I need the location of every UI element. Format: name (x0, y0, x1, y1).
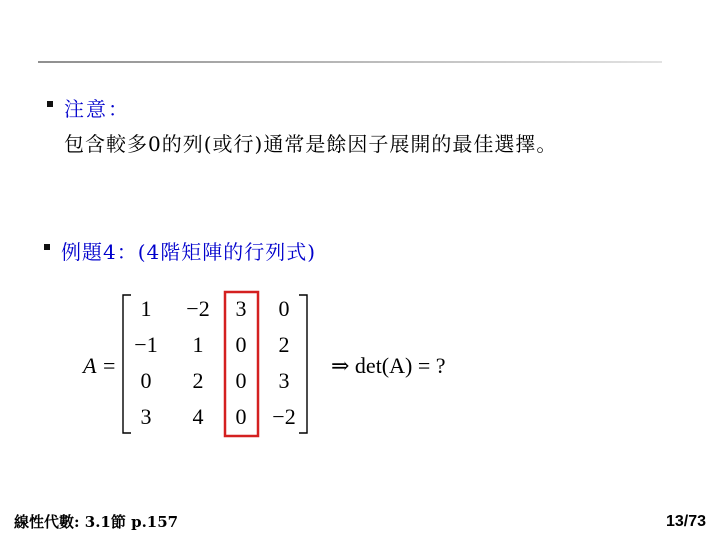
right-bracket (299, 295, 307, 433)
matrix-cell-r2-c4: 2 (278, 332, 290, 357)
matrix-cell-r3-c2: 2 (192, 368, 204, 393)
matrix-cell-r3-c3: 0 (235, 368, 247, 393)
footer-source: 線性代數: 3.1節 p.157 (14, 513, 179, 531)
matrix-cell-r1-c1: 1 (140, 296, 152, 321)
matrix-cell-r1-c4: 0 (278, 296, 290, 321)
matrix-cell-r4-c2: 4 (192, 404, 204, 429)
matrix-equals-sign: = (103, 353, 116, 378)
matrix-cell-r1-c2: −2 (186, 296, 210, 321)
matrix-cell-r3-c1: 0 (140, 368, 152, 393)
matrix-cell-r2-c3: 0 (235, 332, 247, 357)
matrix-cell-r4-c4: −2 (272, 404, 296, 429)
left-bracket (123, 295, 131, 433)
example-label: 例題4：(4階矩陣的行列式) (61, 240, 317, 264)
matrix-cells (134, 296, 295, 429)
matrix-cell-r4-c3: 0 (235, 404, 247, 429)
matrix-cell-r2-c2: 1 (192, 332, 204, 357)
matrix-cell-r4-c1: 3 (140, 404, 152, 429)
matrix-cell-r2-c1: −1 (134, 332, 158, 357)
matrix-cell-r3-c4: 3 (278, 368, 290, 393)
matrix-name: A (83, 353, 97, 378)
matrix-cell-r1-c3: 3 (235, 296, 247, 321)
note-label: 注意： (64, 97, 130, 121)
determinant-question: ⇒ det(A) = ? (331, 353, 446, 378)
note-text: 包含較多0的列(或行)通常是餘因子展開的最佳選擇。 (64, 132, 558, 156)
page-number: 13/73 (665, 513, 706, 530)
